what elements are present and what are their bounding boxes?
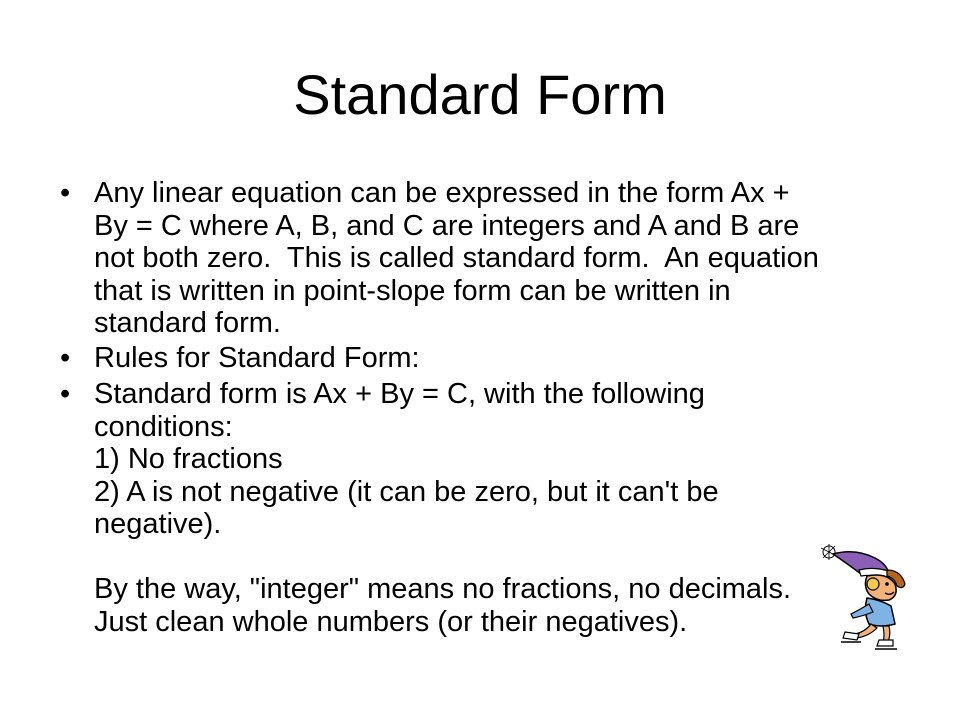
ice-skater-clipart-icon (815, 540, 925, 650)
bullet-dot: • (60, 342, 71, 374)
bullet-line: 2) A is not negative (it can be zero, but it can't be (94, 475, 719, 508)
bullet-text (94, 342, 890, 375)
bullet-dot: • (60, 378, 71, 410)
bullet-line: not both zero. This is called standard form. An equation (94, 242, 819, 274)
bullet-line: Any linear equation can be expressed in the form Ax + (94, 177, 790, 209)
bullet-line: Standard form is Ax + By = C, with the following (94, 378, 705, 410)
bullet-line: conditions: (94, 410, 233, 443)
bullet-line: Just clean whole numbers (or their negatives). (94, 605, 688, 638)
skate-right (877, 640, 893, 646)
bullet-item-linear-equation (60, 177, 890, 340)
bullet-line: negative). (94, 508, 222, 540)
bullet-line: that is written in point-slope form can be written in (94, 274, 731, 307)
bullet-text (94, 177, 890, 340)
hat-pompom (821, 544, 837, 560)
skate-left (843, 632, 859, 640)
bullet-line: 1) No fractions (94, 443, 283, 475)
bullet-line: standard form. (94, 307, 281, 339)
bullet-line: By = C where A, B, and C are integers and A and B are (94, 209, 800, 242)
bullet-dot: • (60, 177, 71, 209)
bullet-line: Rules for Standard Form: (94, 342, 420, 374)
bullet-text (94, 378, 890, 638)
bullet-line: By the way, "integer" means no fractions, no decimals. (94, 573, 792, 605)
earmuff (867, 578, 879, 590)
bullet-item-standard-form-conditions (60, 378, 890, 638)
bullet-item-rules-heading (60, 342, 890, 375)
slide-title: Standard Form (293, 63, 667, 126)
blank-line (94, 541, 890, 574)
